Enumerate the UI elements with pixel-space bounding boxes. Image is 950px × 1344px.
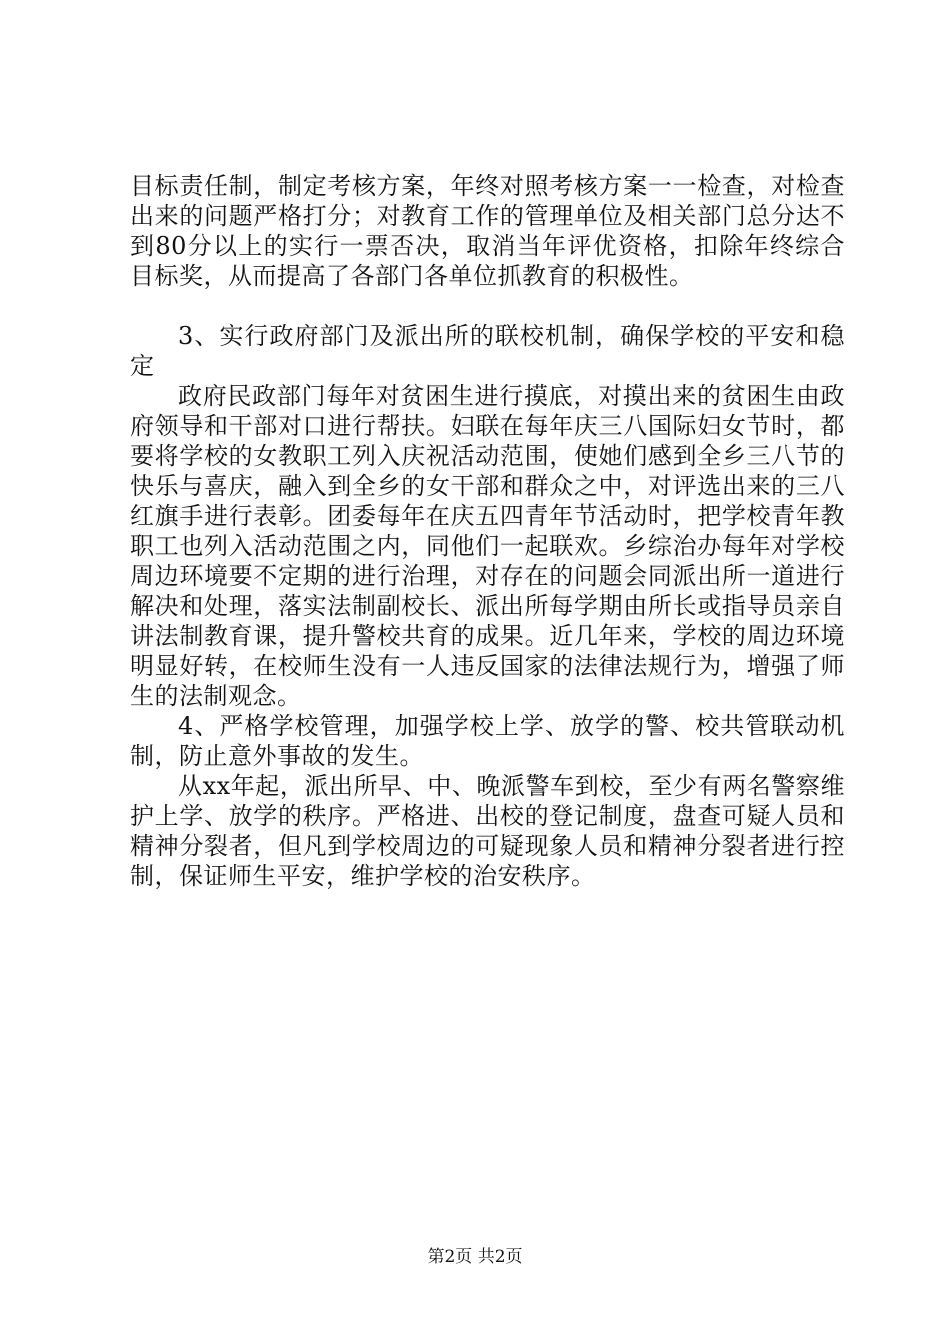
paragraph-spacer [130, 291, 845, 321]
paragraph-target-responsibility: 目标责任制，制定考核方案，年终对照考核方案一一检查，对检查出来的问题严格打分；对教育工作的管理单位及相关部门总分达不到80分以上的实行一票否决，取消当年评优资格，扣除年终综合目标奖，从而提高了各部门各单位抓教育的积极性。 [130, 172, 845, 290]
paragraph-government-support: 政府民政部门每年对贫困生进行摸底，对摸出来的贫困生由政府领导和干部对口进行帮扶。妇联在每年庆三八国际妇女节时，都要将学校的女教职工列入庆祝活动范围，使她们感到全乡三八节的快乐与喜庆，融入到全乡的女干部和群众之中，对评选出来的三八红旗手进行表彰。团委每年在庆五四青年节活动时，把学校青年教职工也列入活动范围之内，同他们一起联欢。乡综治办每年对学校周边环境要不定期的进行治理，对存在的问题会同派出所一道进行解决和处理，落实法制副校长、派出所每学期由所长或指导员亲自讲法制教育课，提升警校共育的成果。近几年来，学校的周边环境明显好转，在校师生没有一人违反国家的法律法规行为，增强了师生的法制观念。 [130, 382, 845, 710]
section-heading-4: 4、严格学校管理，加强学校上学、放学的警、校共管联动机制，防止意外事故的发生。 [130, 712, 845, 770]
section-heading-3: 3、实行政府部门及派出所的联校机制，确保学校的平安和稳定 [130, 322, 845, 380]
page-number-footer: 第2页 共2页 [427, 1247, 523, 1267]
document-body [130, 171, 845, 891]
paragraph-police-patrol: 从xx年起，派出所早、中、晚派警车到校，至少有两名警察维护上学、放学的秩序。严格进、出校的登记制度，盘查可疑人员和精神分裂者，但凡到学校周边的可疑现象人员和精神分裂者进行控制，保证师生平安，维护学校的治安秩序。 [130, 772, 845, 890]
